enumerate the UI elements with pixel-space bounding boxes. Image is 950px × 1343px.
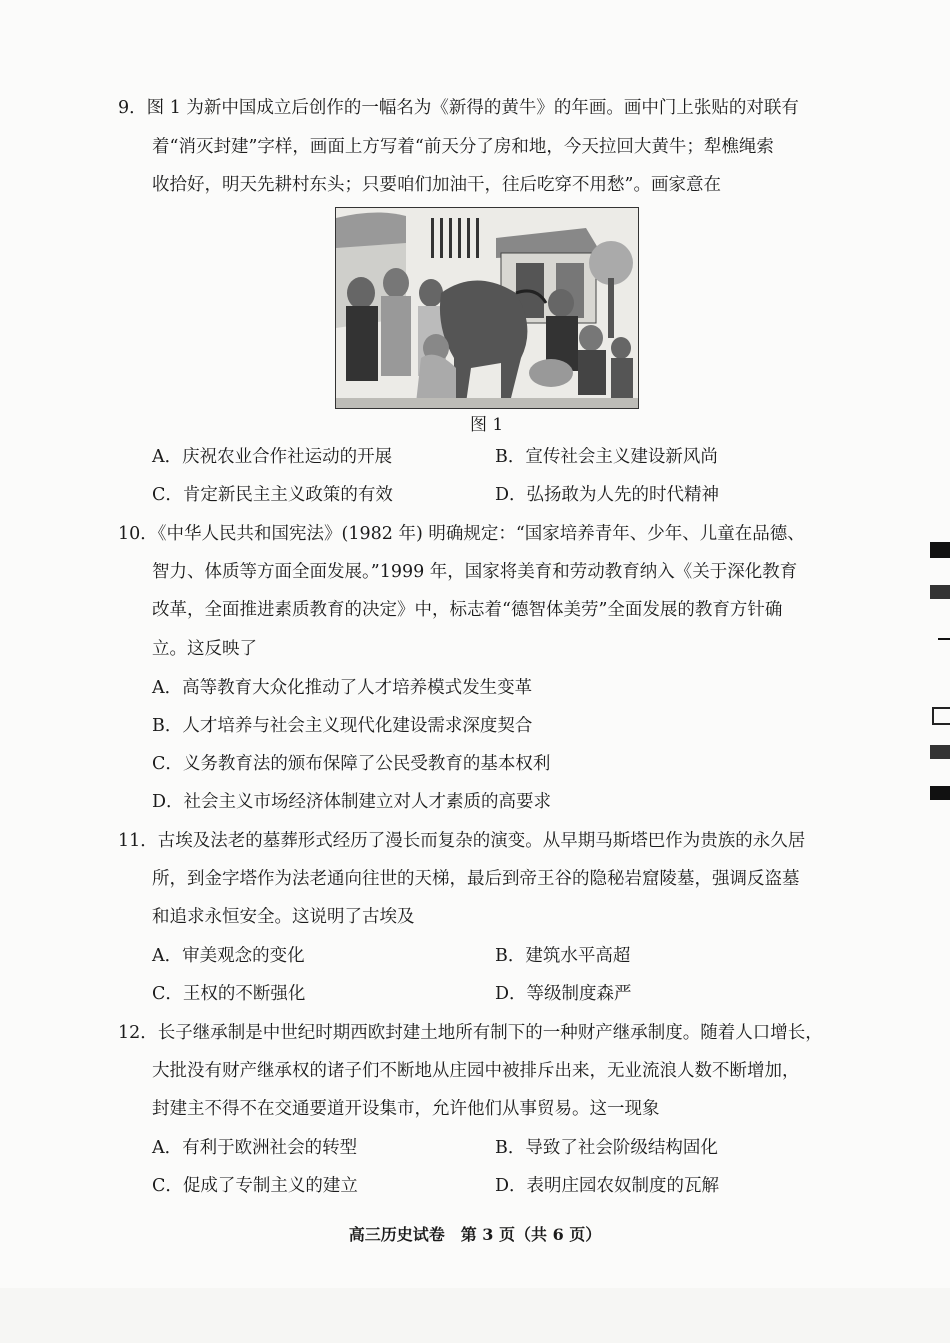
q9-option-a[interactable]: A．庆祝农业合作社运动的开展	[152, 447, 393, 467]
q11-line-1: 11．古埃及法老的墓葬形式经历了漫长而复杂的演变。从早期马斯塔巴作为贵族的永久居	[118, 831, 806, 851]
q11-line-2: 所，到金字塔作为法老通向往世的天梯，最后到帝王谷的隐秘岩窟陵墓，强调反盗墓	[152, 869, 800, 889]
registration-mark	[932, 707, 950, 725]
q11-line-3: 和追求永恒安全。这说明了古埃及	[152, 907, 415, 927]
page-bottom-margin	[0, 1288, 950, 1343]
q10-line-2: 智力、体质等方面全面发展。”1999 年，国家将美育和劳动教育纳入《关于深化教育	[152, 562, 798, 582]
q9-line-2: 着“消灭封建”字样，画面上方写着“前天分了房和地，今天拉回大黄牛；犁樵绳索	[152, 137, 774, 157]
q10-line-3: 改革，全面推进素质教育的决定》中，标志着“德智体美劳”全面发展的教育方针确	[152, 600, 783, 620]
q12-option-d[interactable]: D．表明庄园农奴制度的瓦解	[495, 1176, 720, 1196]
q12-option-c[interactable]: C．促成了专制主义的建立	[152, 1176, 358, 1196]
registration-mark	[930, 585, 950, 599]
q10-line-1: 10．《中华人民共和国宪法》(1982 年) 明确规定：“国家培养青年、少年、儿童在品德、	[118, 524, 805, 544]
q10-option-d[interactable]: D．社会主义市场经济体制建立对人才素质的高要求	[152, 792, 552, 812]
q11-option-b[interactable]: B．建筑水平高超	[495, 946, 631, 966]
q10-option-b[interactable]: B．人才培养与社会主义现代化建设需求深度契合	[152, 716, 533, 736]
q12-option-a[interactable]: A．有利于欧洲社会的转型	[152, 1138, 358, 1158]
q10-line-4: 立。这反映了	[152, 639, 257, 659]
q12-line-2: 大批没有财产继承权的诸子们不断地从庄园中被排斥出来，无业流浪人数不断增加，	[152, 1061, 800, 1081]
registration-mark	[938, 638, 950, 640]
figure-caption: 图 1	[470, 415, 504, 435]
q12-line-1: 12．长子继承制是中世纪时期西欧封建土地所有制下的一种财产继承制度。随着人口增长，	[118, 1023, 823, 1043]
registration-mark	[930, 542, 950, 558]
q9-option-b[interactable]: B．宣传社会主义建设新风尚	[495, 447, 718, 467]
page-footer: 高三历史试卷 第 3 页（共 6 页）	[348, 1225, 602, 1244]
registration-mark	[930, 745, 950, 759]
q9-line-3: 收拾好，明天先耕村东头；只要咱们加油干，往后吃穿不用愁”。画家意在	[152, 175, 721, 195]
q9-line-1: 9．图 1 为新中国成立后创作的一幅名为《新得的黄牛》的年画。画中门上张贴的对联有	[118, 98, 799, 118]
q12-line-3: 封建主不得不在交通要道开设集市，允许他们从事贸易。这一现象	[152, 1099, 660, 1119]
q11-option-a[interactable]: A．审美观念的变化	[152, 946, 305, 966]
q11-option-d[interactable]: D．等级制度森严	[495, 984, 632, 1004]
q9-option-c[interactable]: C．肯定新民主主义政策的有效	[152, 485, 393, 505]
painting-illustration	[336, 208, 638, 408]
q11-option-c[interactable]: C．王权的不断强化	[152, 984, 306, 1004]
registration-mark	[930, 786, 950, 800]
q10-option-a[interactable]: A．高等教育大众化推动了人才培养模式发生变革	[152, 678, 533, 698]
q9-option-d[interactable]: D．弘扬敢为人先的时代精神	[495, 485, 720, 505]
q10-option-c[interactable]: C．义务教育法的颁布保障了公民受教育的基本权利	[152, 754, 551, 774]
q12-option-b[interactable]: B．导致了社会阶级结构固化	[495, 1138, 718, 1158]
new-year-painting-figure	[335, 207, 639, 409]
